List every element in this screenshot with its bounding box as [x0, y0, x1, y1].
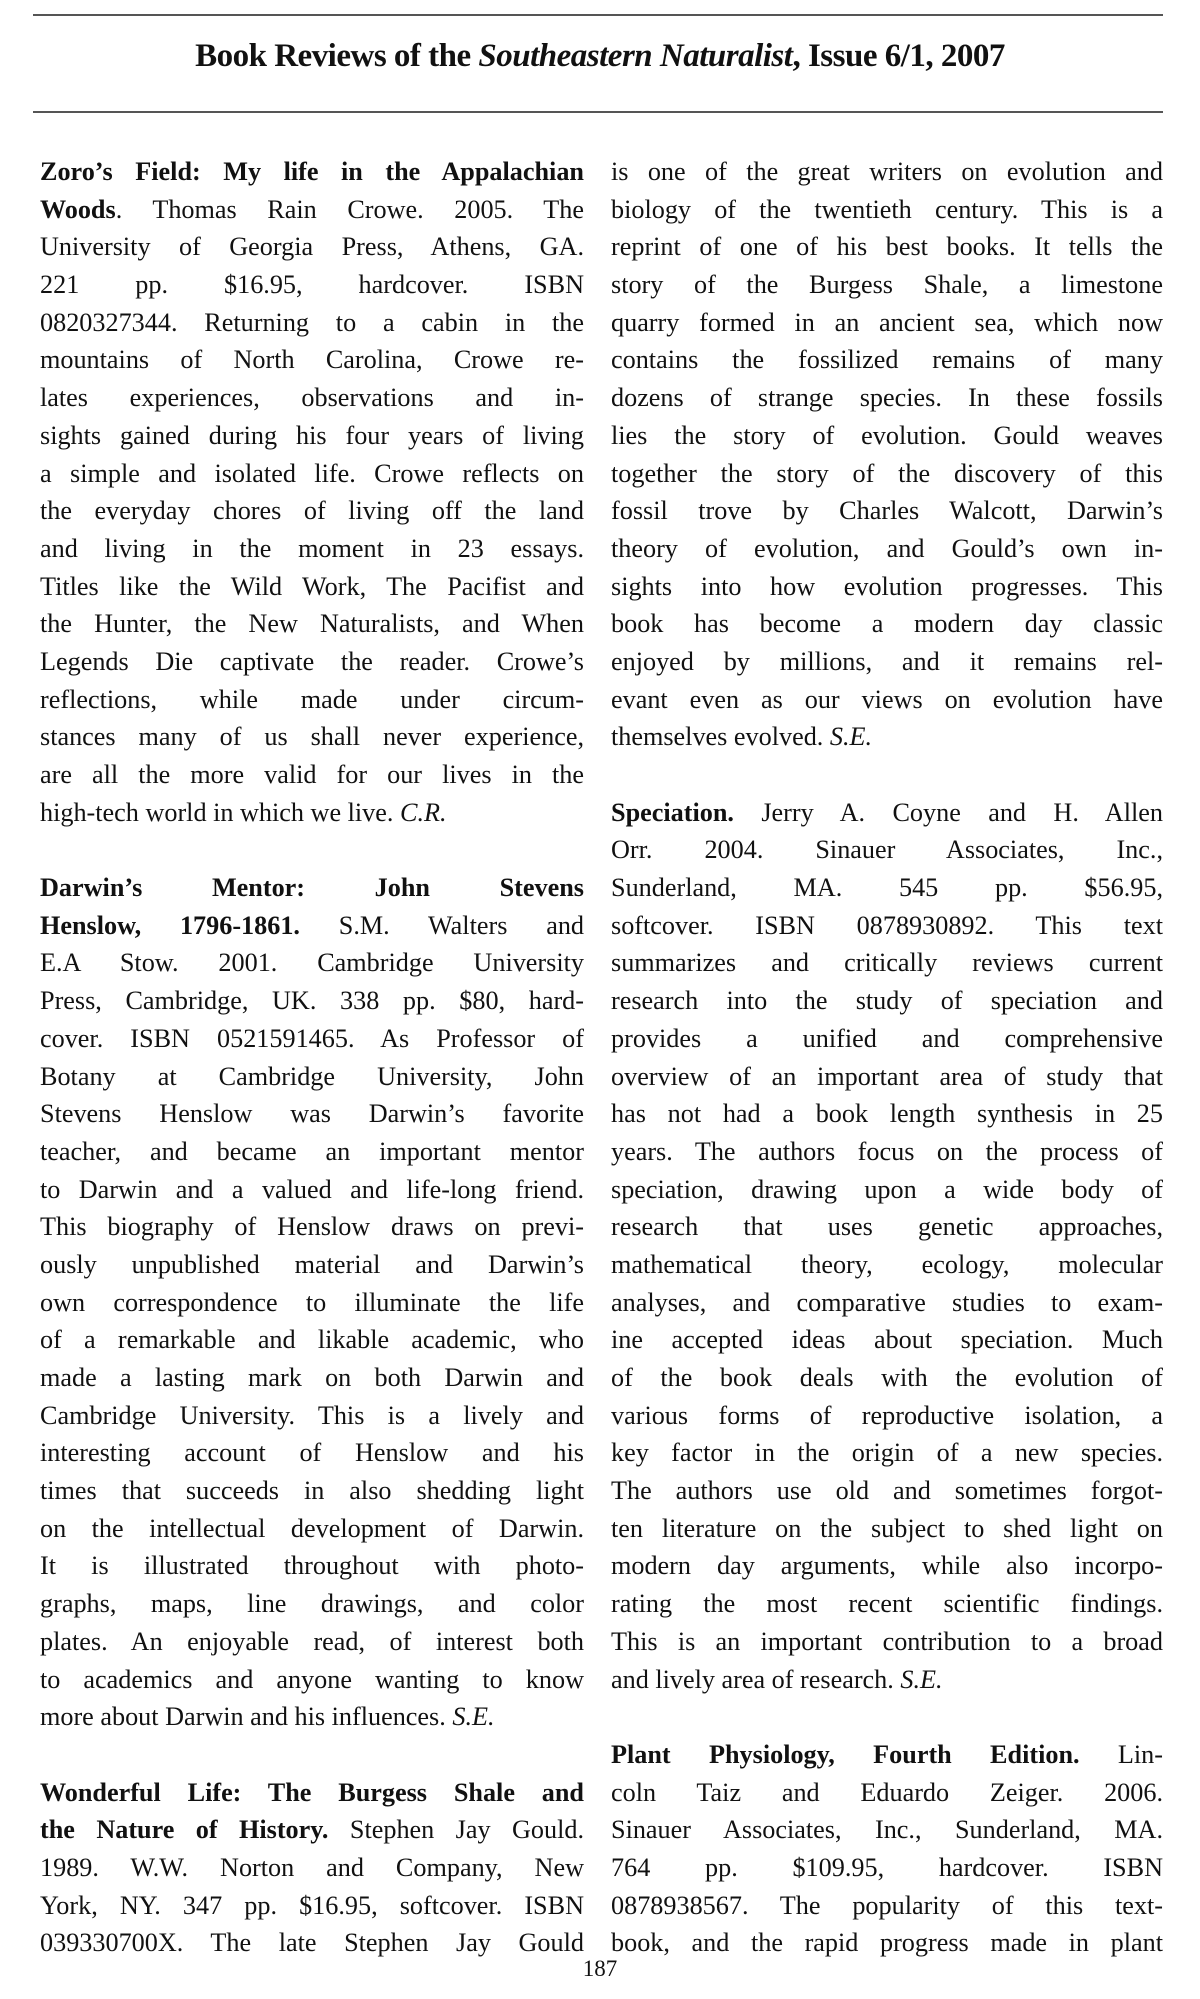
text-line [611, 1095, 1163, 1133]
text-line [40, 681, 584, 719]
body-text: and living in the moment in 23 essays. [40, 533, 584, 563]
text-line [611, 643, 1163, 681]
body-text: made a lasting mark on both Darwin and [40, 1363, 584, 1392]
text-line [611, 1246, 1163, 1284]
text-line [611, 1208, 1163, 1246]
text-line [40, 1661, 584, 1699]
text-line [611, 530, 1163, 568]
text-line [40, 1623, 584, 1661]
text-line [40, 153, 584, 191]
body-text: sights into how evolution progresses. This [611, 571, 1163, 601]
body-text: mathematical theory, ecology, molecular [611, 1249, 1163, 1279]
text-line [40, 982, 584, 1020]
body-text: theory of evolution, and Gould’s own in- [611, 533, 1163, 563]
body-text: cover. ISBN 0521591465. As Professor of [40, 1023, 584, 1053]
body-text: times that succeeds in also shedding light [40, 1476, 584, 1506]
text-line [611, 1736, 1163, 1774]
body-text: more about Darwin and his influences. [40, 1702, 453, 1732]
text-line [611, 191, 1163, 229]
body-text: Lin- [1079, 1739, 1163, 1769]
body-text: overview of an important area of study that [611, 1061, 1163, 1091]
text-line [611, 492, 1163, 530]
text-line [611, 1397, 1163, 1435]
text-line [611, 1058, 1163, 1096]
text-line [611, 266, 1163, 304]
text-line [40, 1058, 584, 1096]
header-bottom-rule [33, 111, 1163, 113]
text-line [40, 1510, 584, 1548]
body-text: It is illustrated throughout with photo- [40, 1551, 584, 1581]
text-line [40, 1698, 584, 1736]
text-line [611, 1887, 1163, 1925]
text-line [40, 341, 584, 379]
paragraph-gap [40, 831, 584, 869]
header-top-rule [33, 14, 1163, 16]
body-text: Stephen Jay Gould. [328, 1815, 584, 1845]
reviewer-initials: C.R. [400, 797, 447, 827]
body-text: 039330700X. The late Stephen Jay Gould [40, 1928, 584, 1958]
text-line [611, 153, 1163, 191]
body-text: plates. An enjoyable read, of interest both [40, 1626, 584, 1656]
body-text: biology of the twentieth century. This is a [611, 194, 1163, 224]
text-line [611, 1359, 1163, 1397]
text-line [40, 1849, 584, 1887]
body-text: This is an important contribution to a broad [611, 1626, 1163, 1656]
body-text: softcover. ISBN 0878930892. This text [611, 910, 1163, 940]
text-line [40, 1811, 584, 1849]
body-text: themselves evolved. [611, 722, 830, 752]
book-title-text: Wonderful Life: The Burgess Shale and [40, 1777, 584, 1807]
body-text: 764 pp. $109.95, hardcover. ISBN [611, 1852, 1163, 1882]
body-text: a simple and isolated life. Crowe reflects on [40, 458, 584, 488]
body-text: The authors use old and sometimes forgot- [611, 1476, 1163, 1506]
text-line [611, 417, 1163, 455]
body-text: the Hunter, the New Naturalists, and When [40, 609, 584, 639]
body-text: and lively area of research. [611, 1664, 901, 1694]
body-text: reflections, while made under circum- [40, 684, 584, 714]
body-text: Jerry A. Coyne and H. Allen [733, 797, 1163, 827]
body-text: contains the fossilized remains of many [611, 345, 1163, 375]
reviewer-initials: S.E. [829, 722, 873, 752]
body-text: 1989. W.W. Norton and Company, New [40, 1852, 584, 1882]
reviewer-initials: S.E. [452, 1702, 495, 1732]
text-line [40, 455, 584, 493]
body-text: research that uses genetic approaches, [611, 1212, 1163, 1242]
text-line [611, 944, 1163, 982]
body-text: provides a unified and comprehensive [611, 1023, 1163, 1053]
body-text: reprint of one of his best books. It tells the [611, 232, 1163, 262]
body-text: of a remarkable and likable academic, who [40, 1325, 584, 1355]
body-text: is one of the great writers on evolution and [611, 157, 1163, 186]
body-text: high-tech world in which we live. [40, 797, 400, 827]
text-line [40, 1171, 584, 1209]
text-line [611, 794, 1163, 832]
book-title-text: Woods [40, 194, 116, 224]
text-line [611, 1585, 1163, 1623]
text-line [611, 1133, 1163, 1171]
body-text: of the book deals with the evolution of [611, 1363, 1163, 1392]
text-line [40, 1585, 584, 1623]
body-text: has not had a book length synthesis in 25 [611, 1099, 1163, 1129]
body-text: on the intellectual development of Darwin. [40, 1513, 584, 1543]
reviewer-initials: S.E. [900, 1664, 943, 1694]
text-line [40, 492, 584, 530]
text-line [40, 1547, 584, 1585]
body-text: story of the Burgess Shale, a limestone [611, 270, 1163, 300]
left-column [40, 153, 584, 1962]
body-text: ine accepted ideas about speciation. Much [611, 1325, 1163, 1355]
body-text: various forms of reproductive isolation, a [611, 1400, 1163, 1430]
body-text: rating the most recent scientific findings. [611, 1589, 1163, 1619]
text-line [611, 982, 1163, 1020]
text-line [40, 304, 584, 342]
body-text: modern day arguments, while also incorpo- [611, 1551, 1163, 1581]
body-text: evant even as our views on evolution have [611, 684, 1163, 714]
body-text: S.M. Walters and [299, 910, 585, 940]
text-line [40, 718, 584, 756]
body-text: book has become a modern day classic [611, 609, 1163, 639]
body-text: mountains of North Carolina, Crowe re- [40, 345, 584, 375]
page-title [0, 38, 1200, 75]
text-line [40, 1359, 584, 1397]
page-number: 187 [582, 1956, 618, 1981]
body-text: . Thomas Rain Crowe. 2005. The [115, 194, 584, 224]
body-text: graphs, maps, line drawings, and color [40, 1589, 584, 1619]
body-text: quarry formed in an ancient sea, which now [611, 307, 1163, 337]
body-text: to academics and anyone wanting to know [40, 1664, 584, 1694]
text-line [40, 1434, 584, 1472]
text-line [611, 455, 1163, 493]
text-line [40, 1887, 584, 1925]
text-line [40, 1397, 584, 1435]
body-text: 0820327344. Returning to a cabin in the [40, 307, 584, 337]
text-line [611, 1434, 1163, 1472]
text-line [40, 530, 584, 568]
text-line [40, 869, 584, 907]
text-line [611, 605, 1163, 643]
body-text: Sinauer Associates, Inc., Sunderland, MA. [611, 1815, 1163, 1845]
text-line [611, 1811, 1163, 1849]
body-text: Legends Die captivate the reader. Crowe’s [40, 646, 584, 676]
body-text: key factor in the origin of a new species. [611, 1438, 1163, 1468]
body-text: stances many of us shall never experience, [40, 722, 584, 752]
body-text: York, NY. 347 pp. $16.95, softcover. ISBN [40, 1890, 584, 1920]
text-line [40, 417, 584, 455]
book-title-text: Plant Physiology, Fourth Edition. [611, 1739, 1080, 1769]
right-column [611, 153, 1163, 1962]
body-text: fossil trove by Charles Walcott, Darwin’s [611, 496, 1163, 526]
text-line [611, 831, 1163, 869]
text-line [40, 1284, 584, 1322]
body-text: Sunderland, MA. 545 pp. $56.95, [611, 873, 1163, 903]
body-text: E.A Stow. 2001. Cambridge University [40, 948, 584, 978]
text-line [611, 379, 1163, 417]
text-line [40, 1472, 584, 1510]
text-line [40, 379, 584, 417]
body-text: lies the story of evolution. Gould weaves [611, 420, 1163, 450]
body-text: book, and the rapid progress made in plant [611, 1928, 1163, 1958]
text-line [611, 341, 1163, 379]
body-text: research into the study of speciation and [611, 986, 1163, 1016]
body-text: are all the more valid for our lives in the [40, 760, 584, 789]
text-line [40, 643, 584, 681]
text-line [611, 1774, 1163, 1812]
text-line [611, 228, 1163, 266]
journal-name: Southeastern Naturalist [478, 38, 793, 74]
body-text: dozens of strange species. In these fossils [611, 383, 1163, 413]
text-line [611, 1171, 1163, 1209]
text-line [40, 1246, 584, 1284]
body-text: This biography of Henslow draws on previ- [40, 1212, 584, 1242]
book-title-text: the Nature of History. [40, 1815, 329, 1845]
title-suffix: , Issue 6/1, 2007 [792, 38, 1005, 74]
body-text: Botany at Cambridge University, John [40, 1061, 584, 1091]
body-text: years. The authors focus on the process of [611, 1136, 1163, 1166]
body-text: 221 pp. $16.95, hardcover. ISBN [40, 270, 584, 300]
body-text: Cambridge University. This is a lively and [40, 1400, 584, 1430]
text-line [40, 1020, 584, 1058]
title-prefix: Book Reviews of the [195, 38, 479, 74]
text-line [40, 191, 584, 229]
body-text: to Darwin and a valued and life-long friend. [40, 1174, 584, 1204]
text-line [40, 944, 584, 982]
book-title-text: Darwin’s Mentor: John Stevens [40, 873, 584, 903]
text-line [611, 1284, 1163, 1322]
body-text: the everyday chores of living off the land [40, 496, 584, 526]
body-text: lates experiences, observations and in- [40, 383, 584, 413]
text-line [40, 1133, 584, 1171]
text-line [40, 794, 584, 832]
text-line [40, 1774, 584, 1812]
text-line [611, 568, 1163, 606]
text-line [611, 907, 1163, 945]
text-line [611, 304, 1163, 342]
body-text: analyses, and comparative studies to exam- [611, 1287, 1163, 1317]
book-title-text: Speciation. [611, 797, 734, 827]
text-line [40, 605, 584, 643]
paragraph-gap [611, 1698, 1163, 1736]
text-line [611, 1472, 1163, 1510]
paragraph-gap [611, 756, 1163, 794]
body-text: Titles like the Wild Work, The Pacifist and [40, 571, 584, 601]
text-line [611, 1623, 1163, 1661]
text-line [611, 1661, 1163, 1699]
body-text: ten literature on the subject to shed light on [611, 1513, 1163, 1543]
body-text: speciation, drawing upon a wide body of [611, 1174, 1163, 1204]
text-line [40, 568, 584, 606]
body-text: interesting account of Henslow and his [40, 1438, 584, 1468]
text-line [611, 1849, 1163, 1887]
body-text: sights gained during his four years of living [40, 420, 584, 450]
body-text: coln Taiz and Eduardo Zeiger. 2006. [611, 1777, 1163, 1807]
body-text: own correspondence to illuminate the life [40, 1287, 584, 1317]
text-line [611, 1510, 1163, 1548]
body-text: University of Georgia Press, Athens, GA. [40, 232, 584, 262]
text-line [40, 1321, 584, 1359]
text-line [611, 1020, 1163, 1058]
text-line [40, 756, 584, 794]
text-line [611, 1321, 1163, 1359]
body-text: together the story of the discovery of this [611, 458, 1163, 488]
body-text: Press, Cambridge, UK. 338 pp. $80, hard- [40, 986, 584, 1016]
text-line [611, 718, 1163, 756]
text-line [611, 869, 1163, 907]
body-text: enjoyed by millions, and it remains rel- [611, 646, 1163, 676]
text-line [40, 1095, 584, 1133]
body-text: ously unpublished material and Darwin’s [40, 1249, 584, 1279]
text-line [40, 907, 584, 945]
body-text: summarizes and critically reviews current [611, 948, 1163, 978]
body-text: Orr. 2004. Sinauer Associates, Inc., [611, 835, 1163, 865]
text-line [611, 681, 1163, 719]
body-text: teacher, and became an important mentor [40, 1136, 584, 1166]
body-text: Stevens Henslow was Darwin’s favorite [40, 1099, 584, 1129]
body-text: 0878938567. The popularity of this text- [611, 1890, 1163, 1920]
text-line [40, 228, 584, 266]
text-line [611, 1547, 1163, 1585]
paragraph-gap [40, 1736, 584, 1774]
book-title-text: Zoro’s Field: My life in the Appalachian [40, 157, 584, 186]
text-line [40, 266, 584, 304]
book-title-text: Henslow, 1796-1861. [40, 910, 300, 940]
text-line [40, 1208, 584, 1246]
